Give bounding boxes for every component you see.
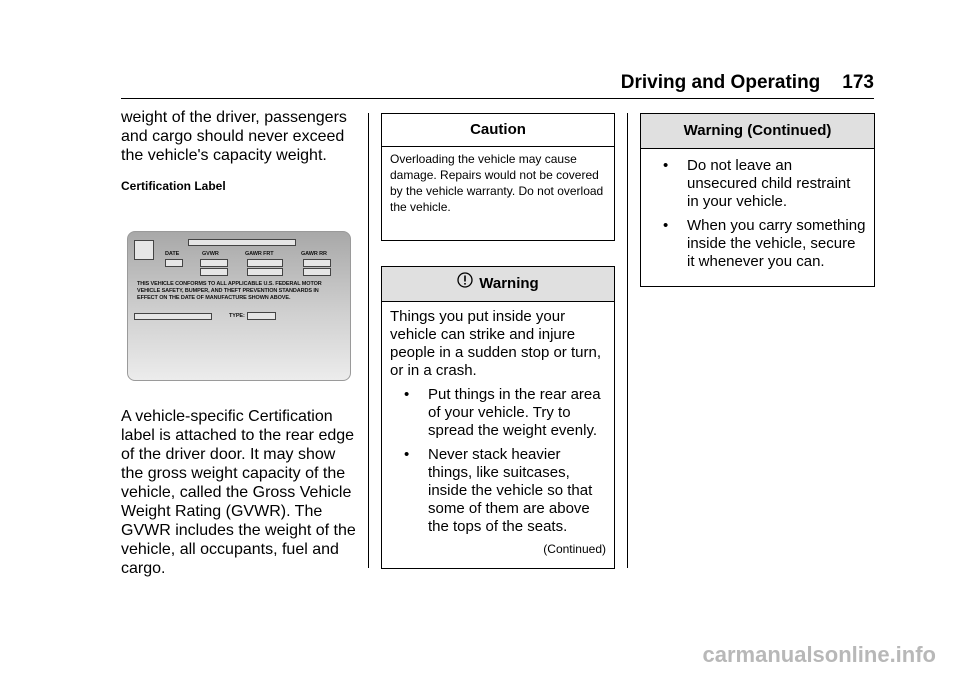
warning-continued-bullet: • Do not leave an unsecured child restraint in your vehicle. (649, 157, 866, 211)
label-statement-line-3: EFFECT ON THE DATE OF MANUFACTURE SHOWN ABOVE. (137, 295, 291, 301)
page-header (0, 72, 874, 94)
warning-intro: Things you put inside your vehicle can strike and injure people in a sudden stop or turn, or in a crash. (390, 308, 601, 379)
label-gvwr-text: GVWR (202, 251, 219, 257)
label-gawr-frt-box-2 (247, 268, 283, 276)
warning-header (382, 267, 614, 302)
warning-body (382, 302, 614, 562)
caution-box (381, 113, 615, 241)
intro-text: weight of the driver, passengers and cargo should never exceed the vehicle's capacity weight. (121, 109, 347, 164)
header-rule (121, 98, 874, 99)
caution-text: Overloading the vehicle may cause damage. Repairs would not be covered by the vehicle warranty. Do not overload the vehicle. (390, 152, 604, 214)
warning-title: Warning (479, 275, 539, 292)
label-barcode-box (134, 240, 154, 260)
figure-caption: Certification Label (121, 179, 226, 193)
column-1 (121, 108, 357, 578)
label-date-box (165, 259, 183, 267)
label-gawr-rr-box-2 (303, 268, 331, 276)
warning-continued-bullet-text: Do not leave an unsecured child restraint in your vehicle. (687, 157, 851, 210)
label-date-text: DATE (165, 251, 180, 257)
label-vin-box (134, 313, 212, 320)
warning-bullet: • Put things in the rear area of your vehicle. Try to spread the weight evenly. (390, 386, 606, 440)
caution-body (382, 146, 614, 219)
warning-box (381, 266, 615, 569)
certification-label-image (127, 231, 351, 381)
section-title: Driving and Operating (620, 72, 821, 93)
column-divider-1 (368, 113, 369, 568)
label-gvwr-box-2 (200, 268, 228, 276)
watermark: carmanualsonline.info (702, 642, 936, 667)
warning-bullet-text: Never stack heavier things, like suitcases, inside the vehicle so that some of them are above the tops of the seats. (428, 446, 593, 535)
label-gawr-frt-box-1 (247, 259, 283, 267)
column-divider-2 (627, 113, 628, 568)
label-statement-line-2: VEHICLE SAFETY, BUMPER, AND THEFT PREVENTION STANDARDS IN (137, 288, 319, 294)
warning-continued-title: Warning (Continued) (641, 114, 874, 149)
label-gawr-rr-box-1 (303, 259, 331, 267)
label-gawr-frt-text: GAWR FRT (245, 251, 274, 257)
warning-bullet: • Never stack heavier things, like suitcases, inside the vehicle so that some of them are above the tops of the seats. (390, 446, 606, 536)
warning-bullet-text: Put things in the rear area of your vehicle. Try to spread the weight evenly. (428, 386, 601, 439)
warning-continued-bullet: • When you carry something inside the vehicle, secure it whenever you can. (663, 217, 866, 270)
warning-continued-body (641, 149, 874, 275)
continued-note: (Continued) (543, 542, 606, 556)
warning-continued-bullet-text: When you carry something inside the vehicle, secure it whenever you can. (687, 217, 866, 270)
warning-icon (457, 267, 473, 301)
label-type-box (247, 312, 276, 320)
label-gawr-rr-text: GAWR RR (301, 251, 327, 257)
label-gvwr-box-1 (200, 259, 228, 267)
label-statement-line-1: THIS VEHICLE CONFORMS TO ALL APPLICABLE U.S. FEDERAL MOTOR (137, 281, 322, 287)
warning-continued-box (640, 113, 875, 287)
caution-title: Caution (382, 114, 614, 146)
label-name-box (188, 239, 296, 246)
certification-paragraph: A vehicle-specific Certification label is attached to the rear edge of the driver door. It may show the gross weight capacity of the vehicle, called the Gross Vehicle Weight Rating (GVWR). The GVWR includes the weight of the vehicle, all occupants, fuel and cargo. (121, 408, 356, 577)
label-type-text: TYPE: (229, 313, 245, 319)
page-number: 173 (842, 72, 874, 93)
